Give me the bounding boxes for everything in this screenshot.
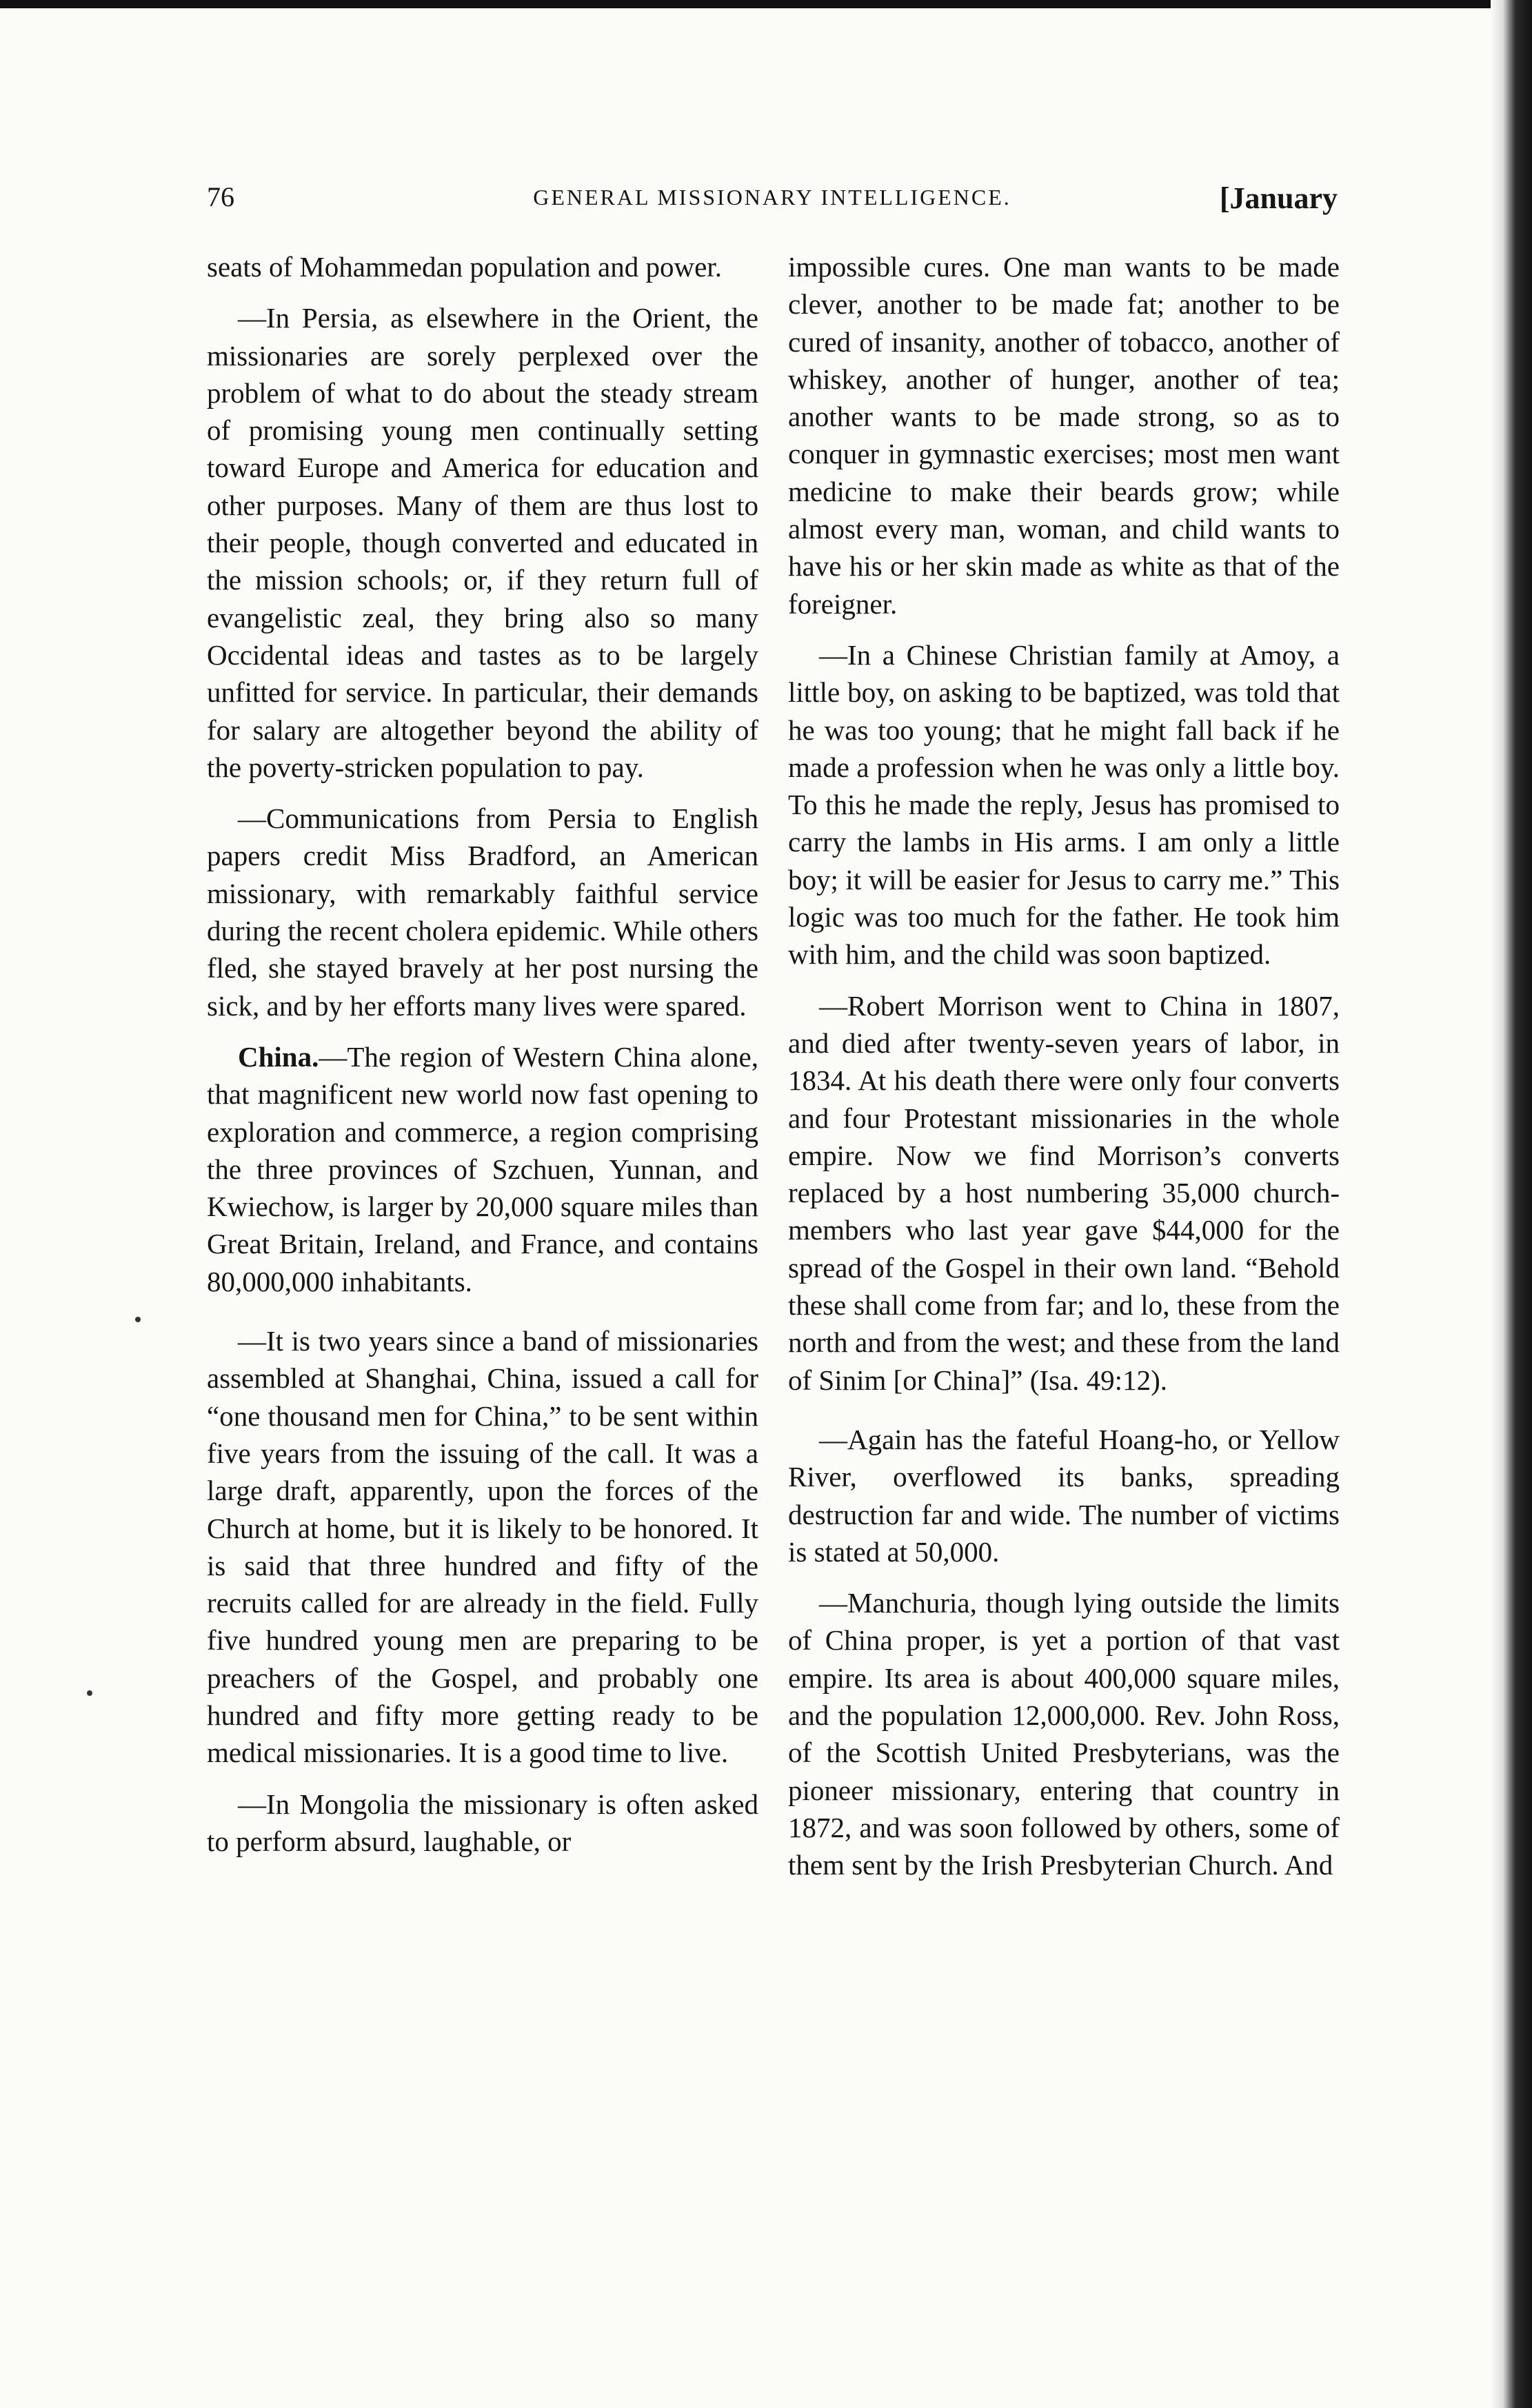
margin-mark — [135, 1317, 141, 1322]
margin-mark — [87, 1690, 92, 1696]
page-header — [207, 181, 1338, 222]
paragraph-mongolia: —In Mongolia the missionary is often asked to perform absurd, laughable, or — [207, 1788, 758, 1857]
paragraph-western-china — [207, 1038, 758, 1300]
paragraph-miss-bradford: —Communications from Persia to English papers credit Miss Bradford, an American missionary, with remarkably faithful service during the recent cholera epidemic. While others fled, she stayed bravely at her post nursing the sick, and by her efforts many lives were spared. — [207, 802, 758, 1022]
running-month: [January — [1219, 181, 1338, 215]
paragraph-mongolia-continued: impossible cures. One man wants to be made clever, another to be made fat; another to be cured of insanity, another of tobacco, another of whiskey, another of hunger, another of tea; another wants to be made strong, so as to conquer in gymnastic exercises; most men want medicine to make their beards grow; while almost every man, woman, and child wants to have his or her skin made as white as that of the foreigner. — [788, 251, 1340, 620]
paragraph-yellow-river: —Again has the fateful Hoang-ho, or Yellow River, overflowed its banks, spreading destruction far and wide. The number of victims is stated at 50,000. — [788, 1423, 1340, 1568]
right-column — [788, 248, 1340, 1883]
left-column — [207, 248, 758, 1860]
paragraph-mohammedan: seats of Mohammedan population and power. — [207, 251, 722, 283]
section-heading-china: China. — [238, 1040, 319, 1073]
scan-right-edge — [1491, 0, 1532, 2408]
running-title: GENERAL MISSIONARY INTELLIGENCE. — [533, 185, 1011, 210]
scan-top-border — [0, 0, 1532, 8]
paragraph-manchuria: —Manchuria, though lying outside the limits of China proper, is yet a portion of that vast empire. Its area is about 400,000 square miles, and the population 12,000,000. Rev. John Ross, of the Scottish United Presbyterians, was the pioneer missionary, entering that country in 1872, and was soon followed by others, some of them sent by the Irish Presbyterian Church. And — [788, 1587, 1340, 1881]
page-number: 76 — [207, 181, 234, 212]
paragraph-thousand-men: —It is two years since a band of missionaries assembled at Shanghai, China, issued a call for “one thousand men for China,” to be sent within five years from the issuing of the call. It was a large draft, apparently, upon the forces of the Church at home, but it is likely to be honored. It is said that three hundred and fifty of the recruits called for are already in the field. Fully five hundred young men are preparing to be preachers of the Gospel, and probably one hundred and fifty more getting ready to be medical missionaries. It is a good time to live. — [207, 1325, 758, 1769]
paragraph-persia-young-men: —In Persia, as elsewhere in the Orient, the missionaries are sorely perplexed over the problem of what to do about the steady stream of promising young men continually setting toward Europe and America for education and other purposes. Many of them are thus lost to their people, though converted and educated in the mission schools; or, if they return full of evangelistic zeal, they bring also so many Occidental ideas and tastes as to be largely unfitted for service. In particular, their demands for salary are altogether beyond the ability of the poverty-stricken population to pay. — [207, 302, 758, 783]
paragraph-robert-morrison: —Robert Morrison went to China in 1807, and died after twenty-seven years of labor, in 1834. At his death there were only four converts and four Protestant missionaries in the whole empire. Now we find Morrison’s converts replaced by a host numbering 35,000 church-members who last year gave $44,000 for the spread of the Gospel in their own land. “Behold these shall come from far; and lo, these from the north and from the west; and these from the land of Sinim [or China]” (Isa. 49:12). — [788, 989, 1340, 1396]
paragraph-western-china-text: —The region of Western China alone, that magnificent new world now fast opening to exploration and commerce, a region comprising the three provinces of Szchuen, Yunnan, and Kwiechow, is larger by 20,000 square miles than Great Britain, Ireland, and France, and contains 80,000,000 inhabitants. — [207, 1040, 758, 1297]
paragraph-amoy-boy: —In a Chinese Christian family at Amoy, a little boy, on asking to be baptized, was told that he was too young; that he might fall back if he made a profession when he was only a little boy. To this he made the reply, Jesus has promised to carry the lambs in His arms. I am only a little boy; it will be easier for Jesus to carry me.” This logic was too much for the father. He took him with him, and the child was soon baptized. — [788, 638, 1340, 971]
